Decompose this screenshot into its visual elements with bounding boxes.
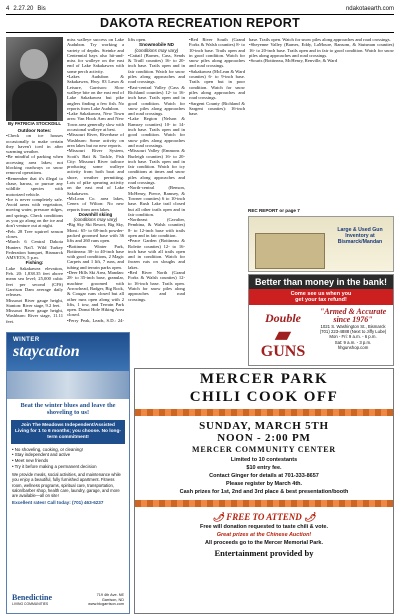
ad-hours-sat: Sat: 9 a.m. - 3 p.m. xyxy=(334,339,372,345)
winter-kicker: WINTER xyxy=(13,337,40,343)
col2-downhill: •Big Sky Ski Resort, Big Sky, Mont.: 65- to 68-inch powder-packed groomed base with 36 lifts and 260 runs open. xyxy=(67,222,124,244)
chili-title-2: CHILI COOK OFF xyxy=(189,389,339,405)
ad-info xyxy=(313,308,393,350)
list-item: • Try it before making a permanent decision xyxy=(12,463,97,469)
logo-word-1: Double xyxy=(265,311,301,325)
col1-fishing: Lake Sakakawea elevation, Feb. 20: 1,838.35 feet above mean sea level; 25,000 cubic feet per second (CFS) Garrison Dam average daily releases. xyxy=(6,265,63,298)
col3-snow: •East-central Valley (Cass & Richland counties) 12- to 16-inch base. Trails open and in good condition. Watch for snow piles along approaches and road crossings. xyxy=(128,84,185,117)
gun-inventory-text: Large & Used Gun Inventory at Bismarck/Mandan xyxy=(337,227,383,245)
double-guns-ad[interactable] xyxy=(248,274,394,366)
pepper-icon: 🌶 xyxy=(212,512,227,522)
ad-subheadline-1: Come see us when you xyxy=(290,291,352,297)
winter-staycation-ad[interactable] xyxy=(6,332,130,614)
col3-para: lifts open. xyxy=(128,37,147,42)
page-title: DAKOTA RECREATION REPORT xyxy=(6,16,394,33)
col1-para: •Be mindful of parking when accessing area lakes; not blocking roadways or snow removal operations. xyxy=(6,154,63,176)
col2-downhill: •Ferry Peak, Leads, S.D.: 24- xyxy=(67,317,124,323)
benedictine-name: Benedictine xyxy=(12,593,52,602)
ad-subheadline xyxy=(249,289,393,305)
fishing-heading: Fishing: xyxy=(25,260,44,266)
page-number: 4 xyxy=(6,5,10,12)
snowmobile-subheading: (conditions may vary) xyxy=(134,47,179,53)
col2-para: •Lakes Audubon & Sakakawea, Hwy. 83 Lawn & Leisure, Garrison: Slow walleye bite on the east end of Lake Sakakawea but pike anglers finding a few fish. No reports from Lake Audubon. xyxy=(67,74,124,111)
winter-headline: Beat the winter blues and leave the shoveling to us! xyxy=(20,402,116,417)
chili-free xyxy=(135,511,393,523)
chili-title-1: MERCER PARK xyxy=(199,371,329,387)
col1-fishing: Missouri River gauge height, Stanton: River stage, 9.2 feet. xyxy=(6,297,63,308)
page-header xyxy=(6,3,394,15)
col2-para: •Missouri River System, Scott's Bait & Tackle, Fish City: Missouri River tailrace producing some walleye activity from both boat and shore, weather permitting. Lots of pike spearing activity on the east end of Lake Sakakawea. xyxy=(67,148,124,196)
downhill-subheading: (conditions may vary) xyxy=(73,217,118,223)
benedictine-sub: LIVING COMMUNITIES xyxy=(12,602,49,606)
col1-para: •Remember that it's illegal to chase, harass, or pursue any wildlife species with motorized vehicle. xyxy=(6,175,63,197)
col4-para: •Red River South (Grand Forks & Walsh counties) 8- to 10-inch base. Trails open and in good condition. Watch for snow piles along approaches and road crossings. xyxy=(189,37,245,69)
pepper-icon: 🌶 xyxy=(301,512,316,522)
benedictine-logo xyxy=(12,594,52,606)
col5-para: base. Trails open. Watch for snow piles along approaches and road crossings. xyxy=(249,37,391,42)
logo-word-2: GUNS xyxy=(260,343,306,360)
store-photo xyxy=(255,233,325,269)
list-item: • Meet new friends xyxy=(12,458,49,463)
chili-stripe-2 xyxy=(135,500,393,507)
chili-limit: Limited to 10 contestants xyxy=(230,457,298,463)
gun-inventory-ad[interactable] xyxy=(248,216,394,272)
winter-banner xyxy=(7,333,129,371)
col3-snow: •Red River North (Grand Forks & Walsh counties) 12- to 16-inch base. Trails open. Watch for snow piles along approaches and road crossings. xyxy=(128,270,185,302)
outdoor-notes-heading: Outdoor Notes: xyxy=(17,128,52,133)
ad-tagline: "Armed & Accurate since 1976" xyxy=(319,307,387,324)
double-guns-logo xyxy=(255,311,311,363)
col1-para: •Feb. 28 Tree squirrel season closes. xyxy=(6,228,63,239)
winter-cta[interactable]: Excellent rates! Call today: (701) 463-6237 xyxy=(12,500,104,506)
snowmobile-heading: Snowmobile ND xyxy=(139,42,174,48)
col2-para: miss walleye success on Lake Audubon. Try working a variety of depths. Steinke and Centennial bays also hit-and-miss for walleye on the east end of Lake Sakakawea with some perch activity. xyxy=(67,37,124,74)
byline: By PATRICIA STOCKDILL xyxy=(7,121,61,126)
chili-fee: $10 entry fee. xyxy=(246,465,282,471)
chili-stripe xyxy=(135,409,393,416)
column-3 xyxy=(128,37,185,363)
col2-para: •McLean Co. area lakes, Cenex of Wilton: No new reports from area lakes. xyxy=(67,195,124,212)
col5-para: •Sheyenne Valley (Barnes, Eddy, LaMoure, Ransom, & Stutsman counties) 16- to 20-inch base. Trails open and in fair to good condition. Watch for snow piles along approaches and road crossings. xyxy=(249,42,394,58)
column-4 xyxy=(189,37,245,363)
chili-entertainment: Entertainment provided by xyxy=(214,548,314,558)
rec-report-jump[interactable]: REC REPORT or page 7 xyxy=(248,208,300,213)
winter-addr-line: Garrison, ND xyxy=(101,597,124,602)
winter-title: staycation xyxy=(13,343,80,360)
winter-addr-line: 719 4th Ave. NE xyxy=(96,593,124,598)
col1-para: •Ice is never completely safe. Avoid areas with vegetation, moving water, pressure ridges, and springs. Check conditions as you go along on the ice and don't venture out at night. xyxy=(6,196,63,229)
column-5 xyxy=(249,37,394,205)
ad-hours-weekday: Mon - Fri: 9 a.m. - 6 p.m. xyxy=(329,334,377,340)
column-2 xyxy=(67,37,124,324)
col3-snow: •North-central (Benson, McHenry, Pierce, Ramsey, & Towner counties) 6 to 10-inch base. Rush Lake trail closed but all other trails open and in fair condition. xyxy=(128,185,185,217)
chili-proceeds: All proceeds go to the Mercer Memorial Park. xyxy=(205,540,323,546)
col3-snow: •Northeast (Cavalier, Pembina, & Walsh counties) 8- to 12-inch base with trails open and in fair condition. xyxy=(128,217,185,238)
list-item: • No shoveling, cooking, or cleaning! xyxy=(12,446,83,452)
winter-footer xyxy=(7,587,129,613)
winter-website[interactable]: www.blcgarrison.com xyxy=(88,602,124,607)
col1-para: •March 6 Central Dakota Hunters Nat'l. Wild Turkey Federation banquet, Bismarck AMVETS, 5 p.m. xyxy=(6,239,63,261)
ad-phone[interactable]: (701) 223-4888 (Next to Jiffy Lube) xyxy=(319,329,387,335)
downhill-heading: Downhill skiing xyxy=(78,211,113,217)
col5-para: •Souris (Bottineau, McHenry, Renville, & Ward xyxy=(249,58,338,64)
col2-para: •Missouri River, Riverbase of Washburn: Some activity on area lakes but no new reports. xyxy=(67,132,124,148)
site-url[interactable]: ndakotaearth.com xyxy=(345,5,394,12)
col2-downhill: •Deer Hills Ski Area, Mandan: 28- to 35-inch base, granular, machine groomed with Arrowhead, Badger, Big Rock, & Cougar runs closed but all other runs open along with 2 lifts, 1 tow, and Terrain Park open. Donut Hole Hiking Area closed. xyxy=(67,270,124,318)
col3-snow: •Lake Region (Nelson & Ramsey counties) 10- to 14-inch base. Trails open and in good condition. Watch for snow piles along approaches and road crossings. xyxy=(128,116,185,148)
author-photo xyxy=(6,37,63,121)
winter-join: Join The Meadows Independent/Assisted Living for 1 to 6 months; you choose. No long-term commitment! xyxy=(11,420,125,444)
ad-headline: Better than money in the bank! xyxy=(249,275,393,289)
chili-register: Please register by March 4th. xyxy=(225,481,303,487)
volume: Bis xyxy=(37,5,46,12)
column-1 xyxy=(6,128,63,324)
col2-para: •Lake Sakakawea, New Town area: Van Hook Arm and New Town area generally slow with occasional walleye at best. xyxy=(67,111,124,133)
chili-auction: Great prizes at the Chinese Auction! xyxy=(216,532,312,538)
col3-snow: •Missouri Valley (Emmons & Burleigh counties) 16- to 20-inch base. Trails open and in fair condition. Watch for icy conditions at times and snow piles along approaches and road crossings. xyxy=(128,148,185,186)
chili-prizes: Cash prizes for 1st, 2nd and 3rd place & best presentation/booth xyxy=(179,489,349,495)
chili-cookoff-ad[interactable] xyxy=(134,368,394,614)
winter-body: We provide meals, social activities, and maintenance while you enjoy a beautiful, fully furnished apartment. Fitness room, wellness programs, spiritual care, transportation, salon/barber shop, health care, laundry, garage, and more are available—all on site! xyxy=(12,472,121,498)
chili-contact[interactable]: Contact Ginger for details at 701-333-8657 xyxy=(209,473,319,479)
winter-address xyxy=(88,593,124,607)
ad-website[interactable]: hhgunshop.com xyxy=(337,344,369,350)
col1-fishing: Missouri River gauge height, Washburn: River stage, 11.11 feet. xyxy=(6,308,63,324)
col1-para: •Check on ice houses occasionally to make certain they haven't iced in after warming weather. xyxy=(6,133,63,155)
chili-donation: Free will donation requested to taste chili & vote. xyxy=(199,524,329,530)
ad-subheadline-2: get your tax refund! xyxy=(295,297,347,303)
chili-time: NOON - 2:00 PM xyxy=(217,432,311,444)
issue-date: 2.27.20 xyxy=(13,5,34,12)
chili-free-text: FREE TO ATTEND xyxy=(226,512,302,522)
col4-para: •Sargent County (Richland & Sargent counties): 16-inch base. xyxy=(189,100,245,117)
winter-photo xyxy=(7,371,129,399)
chili-date: SUNDAY, MARCH 5TH xyxy=(199,420,329,432)
col2-downhill: •Bottineau Winter Park, Bottineau: 30- to 40-inch base with good conditions, 2 Magic Carpets and 1 lift, 7 runs, and tubing and terrain parks open. xyxy=(67,243,124,270)
chili-venue: MERCER COMMUNITY CENTER xyxy=(192,445,336,454)
ad-address: 1021 S. Washington St., Bismarck xyxy=(320,324,386,329)
winter-bullets xyxy=(7,444,129,472)
list-item: • Stay independent and active xyxy=(12,452,71,458)
col4-para: •Sakakawea (McLean & Ward counties) 6- to 9-inch base. Trails open but in poor condition. Watch for snow piles along approaches and road crossings. xyxy=(189,68,245,101)
col3-snow: •Peace Garden (Bottineau & Rolette counties) 12- to 16-inch base with all trails open and in condition. Watch for frozen ruts on sloughs and lakes. xyxy=(128,238,185,270)
pistol-icon: ▰ xyxy=(275,324,291,346)
col3-snow: •Cattail (Barnes, Cass, Sends & Traill counties) 16- to 20-inch base. Trails open and in fair condition. Watch for snow piles along approaches and road crossings. xyxy=(128,52,185,85)
